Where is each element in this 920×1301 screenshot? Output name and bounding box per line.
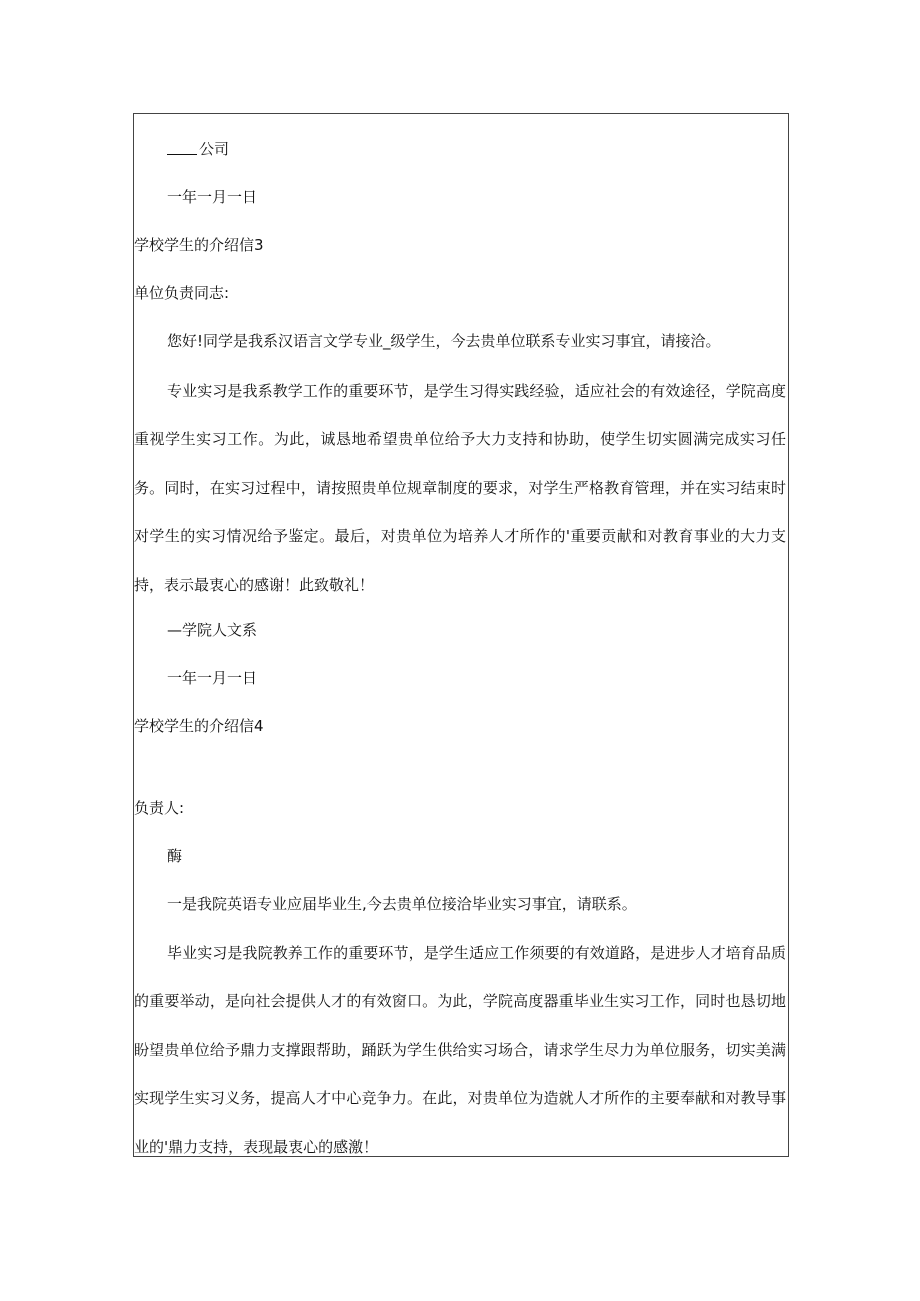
- salutation-letter-3: 单位负责同志:: [134, 284, 230, 302]
- intro-paragraph-letter-3: 您好!同学是我系汉语言文学专业_级学生，今去贵单位联系专业实习事宜，请接洽。: [167, 332, 721, 350]
- date-line-1: 一年一月一日: [167, 188, 258, 206]
- body-paragraph-letter-3: 专业实习是我系教学工作的重要环节，是学生习得实践经验，适应社会的有效途径，学院高度重视学生实习工作。为此，诚恳地希望贵单位给予大力支持和协助，使学生切实圆满完成实习任务。同时，在实习过程中，请按照贵单位规章制度的要求，对学生严格教育管理，并在实习结束时对学生的实习情况给予鉴定。最后，对贵单位为培养人才所作的'重要贡献和对教育事业的大力支持，表示最衷心的感谢！此致敬礼！: [134, 382, 786, 594]
- body-paragraph-letter-4: 毕业实习是我院教养工作的重要环节，是学生适应工作须要的有效道路，是进步人才培育品质的重要举动，是向社会提供人才的有效窗口。为此，学院高度器重毕业生实习工作，同时也恳切地盼望贵单位给予鼎力支撑跟帮助，踊跃为学生供给实习场合，请求学生尽力为单位服务，切实美满实现学生实习义务，提高人才中心竞争力。在此，对贵单位为造就人才所作的主要奉献和对教导事业的'鼎力支持，表现最衷心的感激！: [134, 944, 786, 1156]
- blank-underline: [167, 140, 197, 155]
- document-frame: [133, 113, 789, 1157]
- signature-letter-3: —学院人文系: [167, 621, 258, 639]
- heading-letter-3: 学校学生的介绍信3: [134, 236, 264, 254]
- date-line-2: 一年一月一日: [167, 669, 258, 687]
- company-text: 公司: [199, 140, 230, 158]
- heading-letter-4: 学校学生的介绍信4: [134, 717, 264, 735]
- intro-paragraph-letter-4: 一是我院英语专业应届毕业生,今去贵单位接洽毕业实习事宜，请联系。: [167, 895, 637, 913]
- company-line: [167, 138, 790, 160]
- salutation-letter-4: 负责人:: [134, 799, 185, 817]
- seal-character: 酶: [167, 847, 183, 865]
